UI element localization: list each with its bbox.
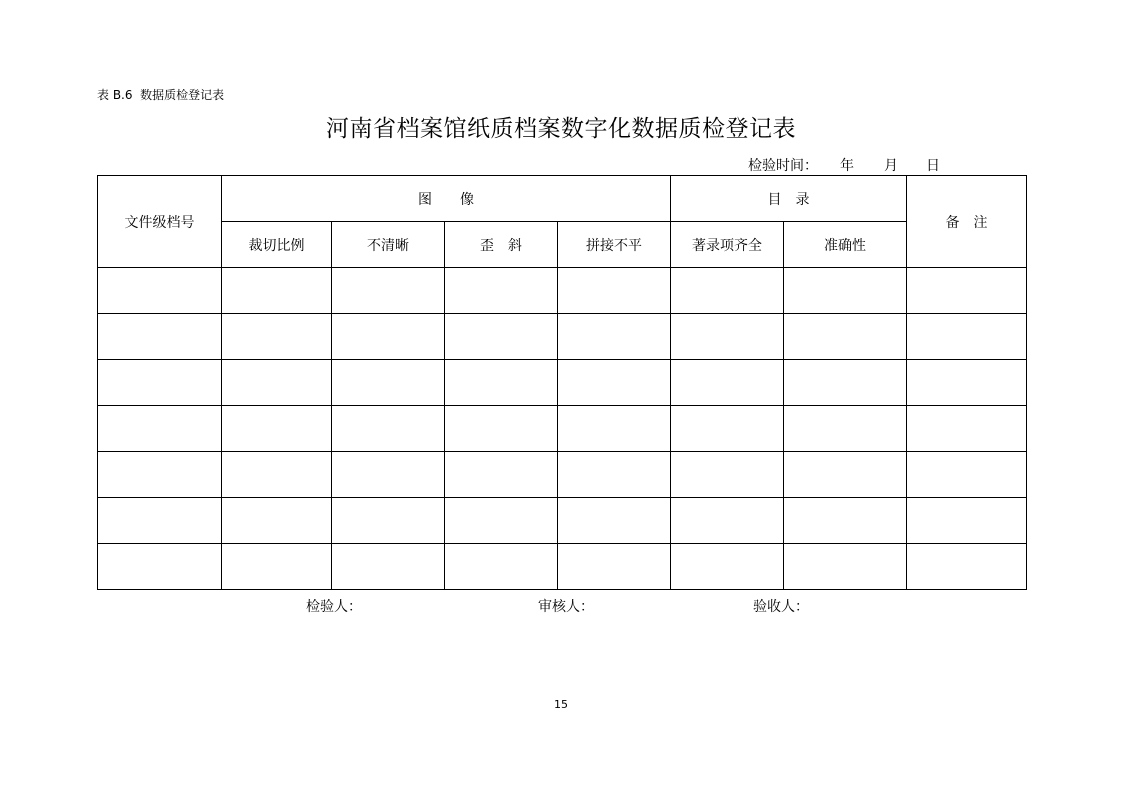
header-crop-ratio: 裁切比例 (222, 222, 332, 268)
table-cell[interactable] (98, 268, 222, 314)
page-number: 15 (554, 698, 568, 711)
table-cell[interactable] (784, 360, 907, 406)
table-row (98, 314, 1027, 360)
header-accuracy: 准确性 (784, 222, 907, 268)
table-cell[interactable] (558, 498, 671, 544)
table-cell[interactable] (445, 268, 558, 314)
header-image-group: 图 像 (222, 176, 671, 222)
table-cell[interactable] (445, 544, 558, 590)
year-label: 年 (840, 158, 854, 174)
table-cell[interactable] (222, 360, 332, 406)
table-cell[interactable] (98, 544, 222, 590)
inspector-signature-label: 检验人： (306, 599, 362, 615)
header-skew: 歪 斜 (445, 222, 558, 268)
header-unclear: 不清晰 (332, 222, 445, 268)
table-cell[interactable] (332, 314, 445, 360)
table-cell[interactable] (907, 360, 1027, 406)
page-title: 河南省档案馆纸质档案数字化数据质检登记表 (326, 116, 796, 142)
table-cell[interactable] (671, 452, 784, 498)
table-cell[interactable] (907, 314, 1027, 360)
table-cell[interactable] (332, 268, 445, 314)
table-cell[interactable] (445, 314, 558, 360)
table-cell[interactable] (558, 360, 671, 406)
table-cell[interactable] (671, 406, 784, 452)
table-cell[interactable] (907, 406, 1027, 452)
table-row (98, 544, 1027, 590)
table-cell[interactable] (907, 498, 1027, 544)
inspection-register-table (97, 175, 1027, 590)
month-label: 月 (884, 158, 898, 174)
table-cell[interactable] (98, 406, 222, 452)
table-row (98, 498, 1027, 544)
table-cell[interactable] (784, 406, 907, 452)
table-cell[interactable] (558, 268, 671, 314)
header-stitch-uneven: 拼接不平 (558, 222, 671, 268)
table-cell[interactable] (671, 360, 784, 406)
table-cell[interactable] (784, 544, 907, 590)
header-remark: 备 注 (907, 176, 1027, 268)
table-cell[interactable] (445, 406, 558, 452)
header-file-id: 文件级档号 (98, 176, 222, 268)
table-cell[interactable] (558, 406, 671, 452)
table-cell[interactable] (671, 498, 784, 544)
table-cell[interactable] (332, 452, 445, 498)
day-label: 日 (926, 158, 940, 174)
table-cell[interactable] (784, 314, 907, 360)
table-cell[interactable] (222, 406, 332, 452)
table-cell[interactable] (907, 544, 1027, 590)
header-fields-complete: 著录项齐全 (671, 222, 784, 268)
table-cell[interactable] (222, 314, 332, 360)
table-cell[interactable] (445, 360, 558, 406)
table-cell[interactable] (222, 268, 332, 314)
table-cell[interactable] (222, 544, 332, 590)
table-cell[interactable] (907, 268, 1027, 314)
table-caption: 表 B.6 数据质检登记表 (97, 88, 225, 102)
table-cell[interactable] (671, 314, 784, 360)
table-cell[interactable] (222, 498, 332, 544)
table-row (98, 452, 1027, 498)
table-cell[interactable] (558, 314, 671, 360)
table-cell[interactable] (332, 498, 445, 544)
table-cell[interactable] (907, 452, 1027, 498)
header-catalog-group: 目 录 (671, 176, 907, 222)
table-cell[interactable] (784, 452, 907, 498)
table-cell[interactable] (445, 452, 558, 498)
table-cell[interactable] (98, 452, 222, 498)
table-cell[interactable] (784, 498, 907, 544)
table-cell[interactable] (222, 452, 332, 498)
table-cell[interactable] (671, 544, 784, 590)
table-cell[interactable] (98, 360, 222, 406)
table-cell[interactable] (98, 498, 222, 544)
table-cell[interactable] (332, 360, 445, 406)
inspection-date-line (748, 155, 940, 175)
table-cell[interactable] (558, 544, 671, 590)
table-cell[interactable] (332, 406, 445, 452)
table-cell[interactable] (98, 314, 222, 360)
table-cell[interactable] (558, 452, 671, 498)
table-row (98, 406, 1027, 452)
table-cell[interactable] (445, 498, 558, 544)
table-row (98, 268, 1027, 314)
table-cell[interactable] (332, 544, 445, 590)
reviewer-signature-label: 审核人： (538, 599, 594, 615)
table-cell[interactable] (784, 268, 907, 314)
acceptor-signature-label: 验收人： (753, 599, 809, 615)
table-row (98, 360, 1027, 406)
table-cell[interactable] (671, 268, 784, 314)
inspection-date-label: 检验时间： (748, 158, 818, 174)
